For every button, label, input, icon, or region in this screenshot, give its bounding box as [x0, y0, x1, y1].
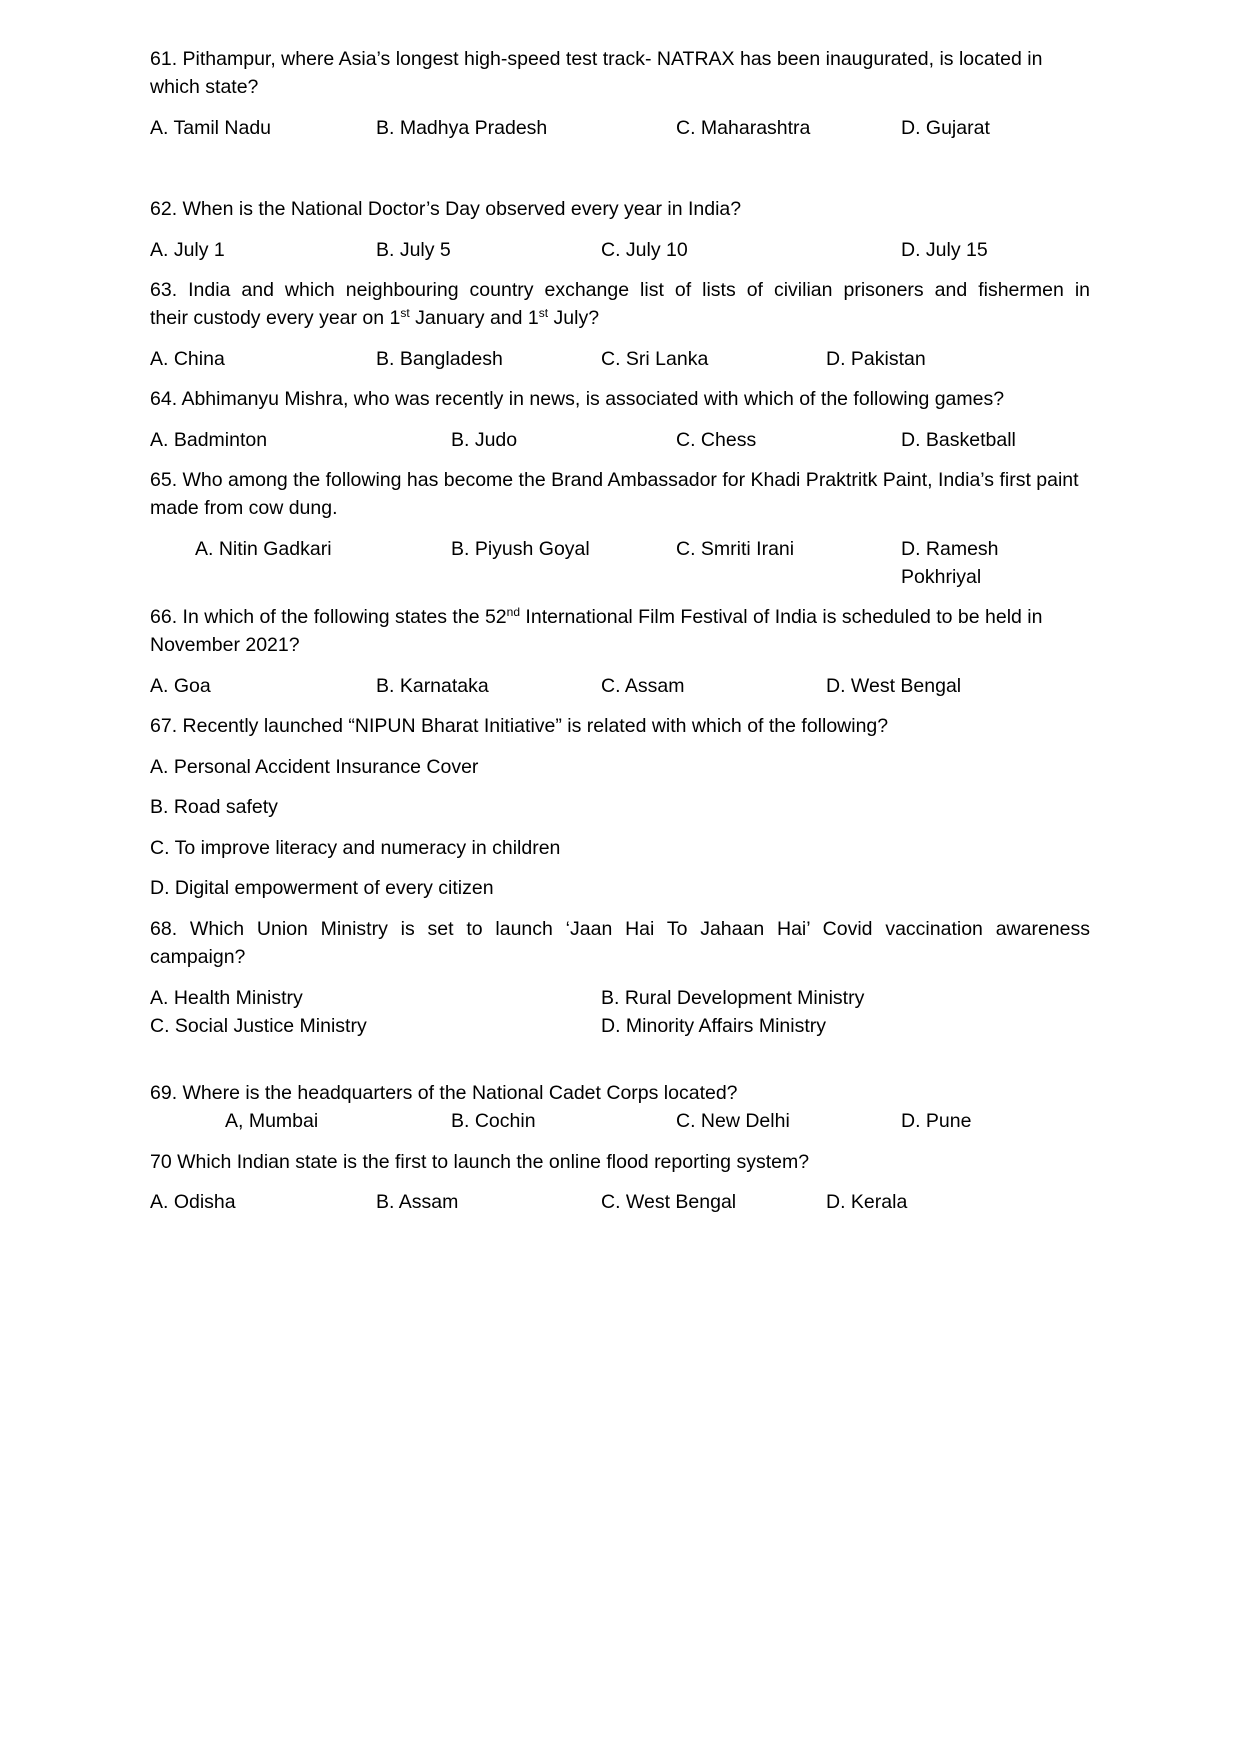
question-62 — [150, 195, 741, 223]
question-number: 63. — [150, 279, 178, 301]
question-text: Abhimanyu Mishra, who was recently in news, is associated with which of the following games? — [181, 388, 1005, 410]
option-d: D. Minority Affairs Ministry — [601, 1015, 827, 1037]
option-d: D. Pune — [901, 1110, 972, 1132]
option-b: B. Road safety — [150, 796, 278, 818]
question-text: Which Indian state is the first to launch the online flood reporting system? — [177, 1151, 810, 1173]
option-b: B. Madhya Pradesh — [376, 117, 548, 139]
option-a: A. China — [150, 348, 225, 370]
option-c: C. Assam — [601, 675, 685, 697]
option-a: A. Personal Accident Insurance Cover — [150, 756, 479, 778]
option-b: B. Piyush Goyal — [451, 538, 590, 560]
option-c: C. Sri Lanka — [601, 348, 709, 370]
question-text: Where is the headquarters of the National Cadet Corps located? — [177, 1082, 738, 1104]
question-number: 64. — [150, 388, 178, 410]
option-d: D. Kerala — [826, 1191, 908, 1213]
question-text: India and which neighbouring country exchange list of lists of civilian prisoners and fishermen in — [188, 279, 1090, 301]
option-b: B. Assam — [376, 1191, 459, 1213]
option-b: B. Karnataka — [376, 675, 489, 697]
option-a: A, Mumbai — [225, 1110, 319, 1132]
option-c: C. July 10 — [601, 239, 688, 261]
option-b: B. Cochin — [451, 1110, 536, 1132]
option-c: C. New Delhi — [676, 1110, 790, 1132]
option-b: B. Bangladesh — [376, 348, 503, 370]
option-d: D. West Bengal — [826, 675, 962, 697]
option-c: C. Chess — [676, 429, 757, 451]
option-d — [901, 535, 1051, 591]
question-number: 68. — [150, 918, 178, 940]
option-c: C. West Bengal — [601, 1191, 737, 1213]
question-text: In which of the following states the 52nd International Film Festival of India is scheduled to be held in November 2021? — [150, 605, 1043, 656]
option-a: A. July 1 — [150, 239, 225, 261]
question-67 — [150, 712, 888, 740]
question-64 — [150, 385, 1004, 413]
question-text: Which Union Ministry is set to launch ‘Jaan Hai To Jahaan Hai’ Covid vaccination awareness — [189, 918, 1090, 940]
question-text: Recently launched “NIPUN Bharat Initiative” is related with which of the following? — [182, 715, 889, 737]
option-b: B. Judo — [451, 429, 518, 451]
question-68-line-2: campaign? — [150, 946, 246, 968]
question-63 — [150, 276, 1090, 304]
question-number: 65. — [150, 469, 178, 491]
question-66 — [150, 603, 1090, 659]
option-d: D. Gujarat — [901, 117, 990, 139]
option-d-text: D. Ramesh Pokhriyal — [901, 538, 999, 588]
question-number: 67. — [150, 715, 178, 737]
question-number: 62. — [150, 198, 178, 220]
option-a: A. Goa — [150, 675, 211, 697]
option-d: D. Pakistan — [826, 348, 926, 370]
option-a: A. Tamil Nadu — [150, 117, 272, 139]
option-d: D. July 15 — [901, 239, 988, 261]
question-number: 66. — [150, 606, 178, 628]
question-69 — [150, 1079, 738, 1107]
option-b: B. Rural Development Ministry — [601, 987, 865, 1009]
question-text: Pithampur, where Asia’s longest high-speed test track- NATRAX has been inaugurated, is located in which state? — [150, 48, 1043, 98]
option-a: A. Badminton — [150, 429, 268, 451]
option-a: A. Odisha — [150, 1191, 236, 1213]
question-68 — [150, 915, 1090, 943]
question-text: Who among the following has become the Brand Ambassador for Khadi Praktritk Paint, India’s first paint made from cow dung. — [150, 469, 1079, 519]
option-a: A. Health Ministry — [150, 987, 303, 1009]
option-d: D. Basketball — [901, 429, 1016, 451]
option-d: D. Digital empowerment of every citizen — [150, 877, 494, 899]
option-c: C. Smriti Irani — [676, 538, 795, 560]
option-c: C. To improve literacy and numeracy in children — [150, 837, 561, 859]
question-number: 69. — [150, 1082, 178, 1104]
option-b: B. July 5 — [376, 239, 451, 261]
question-65 — [150, 466, 1090, 522]
question-61 — [150, 45, 1090, 101]
question-text: When is the National Doctor’s Day observed every year in India? — [182, 198, 742, 220]
option-c: C. Social Justice Ministry — [150, 1015, 367, 1037]
question-63-line-2: their custody every year on 1st January and 1st July? — [150, 306, 600, 329]
question-number: 70 — [150, 1151, 172, 1173]
question-70 — [150, 1148, 809, 1176]
option-a: A. Nitin Gadkari — [195, 538, 332, 560]
question-number: 61. — [150, 48, 178, 70]
option-c: C. Maharashtra — [676, 117, 811, 139]
